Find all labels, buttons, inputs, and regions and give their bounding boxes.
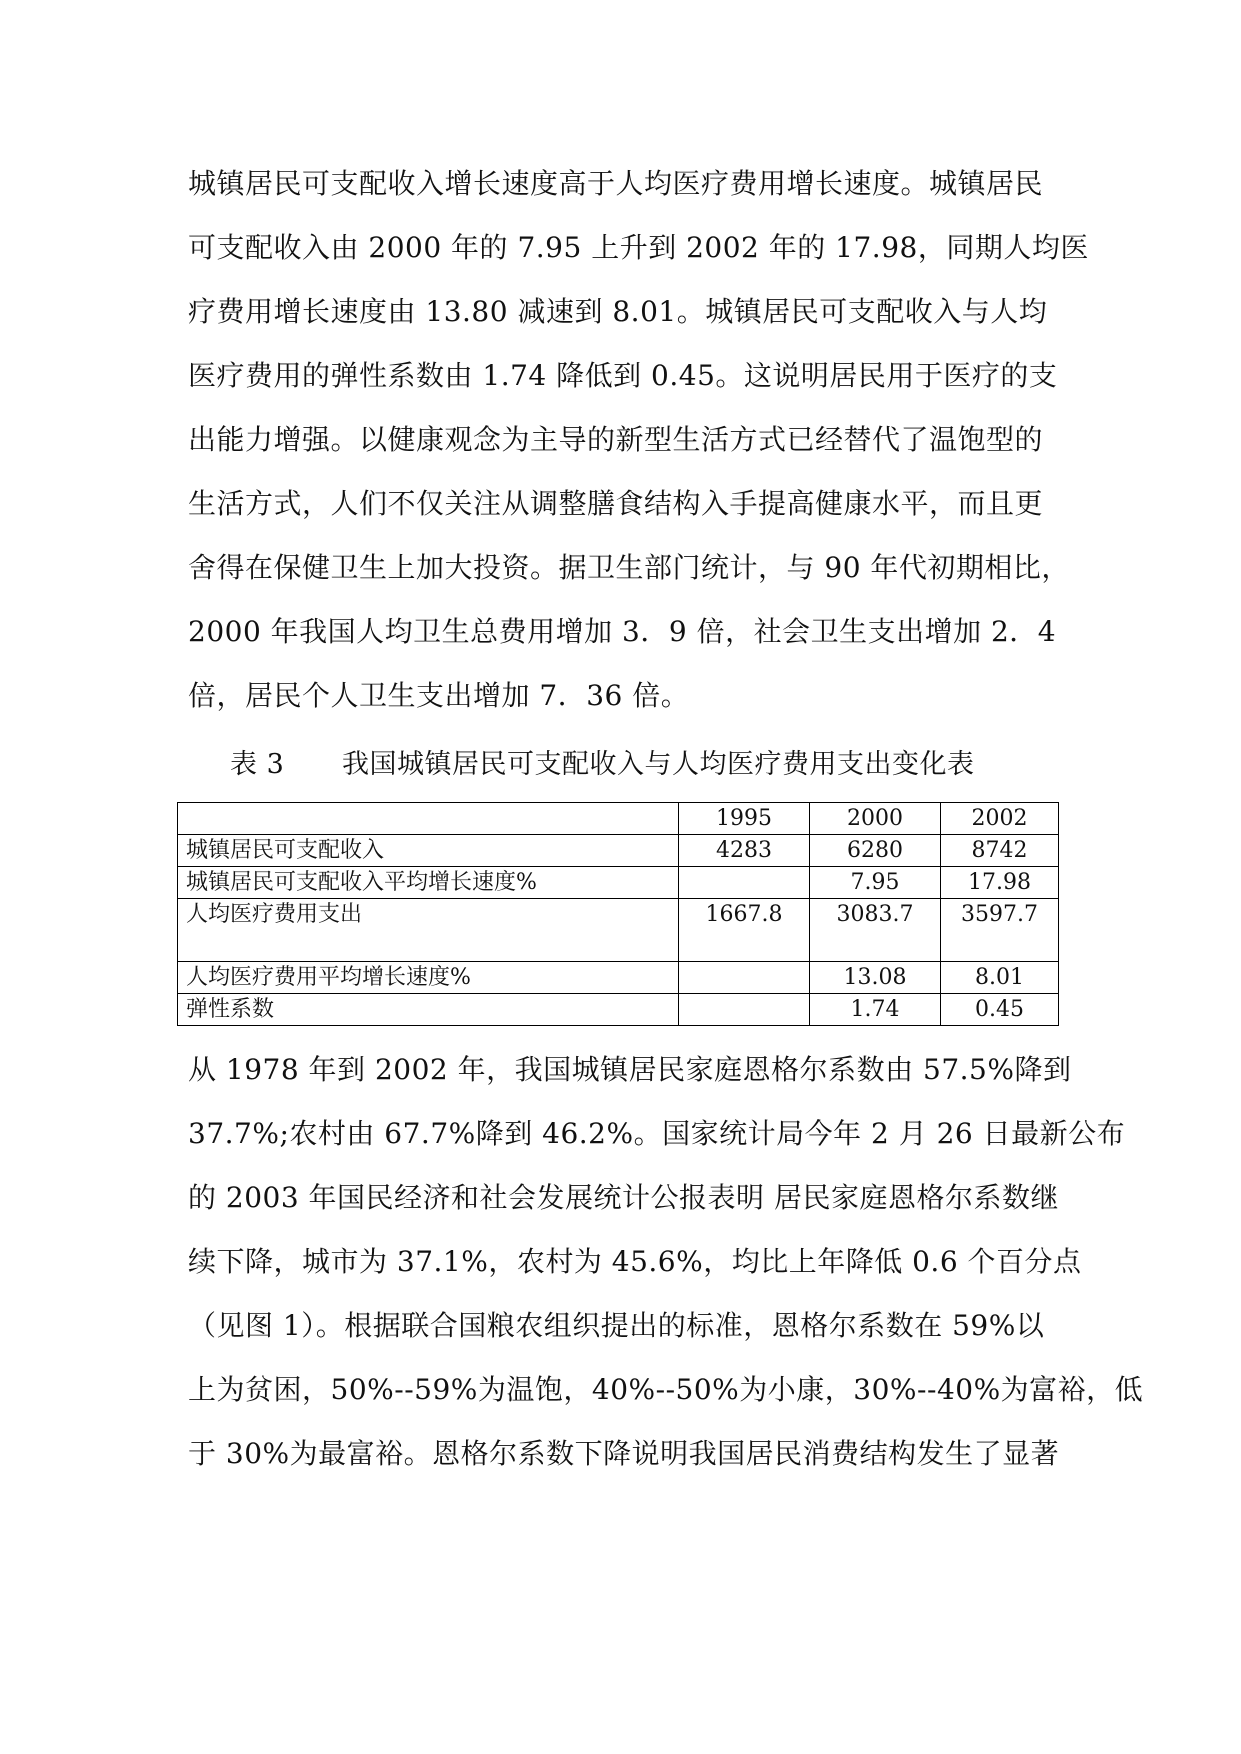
table-header-cell: 1995 [679,803,810,835]
table-caption-title: 我国城镇居民可支配收入与人均医疗费用支出变化表 [342,749,975,780]
table-row [178,867,1059,899]
paragraph-engel-coefficient [188,1038,1144,1486]
text-line: 于 30%为最富裕。恩格尔系数下降说明我国居民消费结构发生了显著 [188,1437,1060,1470]
table-cell [679,867,810,899]
table-header-cell: 2000 [810,803,941,835]
text-line: 疗费用增长速度由 13.80 减速到 8.01。城镇居民可支配收入与人均 [188,295,1048,328]
table-cell: 4283 [679,835,810,867]
table-row-label: 城镇居民可支配收入 [178,835,679,867]
text-line: 出能力增强。以健康观念为主导的新型生活方式已经替代了温饱型的 [188,423,1044,456]
table-caption [230,742,975,781]
table-row [178,962,1059,994]
text-line: 从 1978 年到 2002 年，我国城镇居民家庭恩格尔系数由 57.5%降到 [188,1053,1072,1086]
text-line: 医疗费用的弹性系数由 1.74 降低到 0.45。这说明居民用于医疗的支 [188,359,1058,392]
table-header-cell [178,803,679,835]
table-row [178,899,1059,962]
table-header-row [178,803,1059,835]
table-cell [679,994,810,1026]
table-cell: 6280 [810,835,941,867]
table-cell [679,962,810,994]
table-row-label: 城镇居民可支配收入平均增长速度% [178,867,679,899]
table-cell: 8.01 [941,962,1059,994]
text-line: 舍得在保健卫生上加大投资。据卫生部门统计，与 90 年代初期相比， [188,551,1070,584]
table-cell: 7.95 [810,867,941,899]
table-caption-number: 表 3 [230,749,285,780]
text-line: 倍，居民个人卫生支出增加 7．36 倍。 [188,679,690,712]
table-cell: 1.74 [810,994,941,1026]
income-medical-table [177,802,1059,1026]
table-row-label: 弹性系数 [178,994,679,1026]
text-line: 的 2003 年国民经济和社会发展统计公报表明 居民家庭恩格尔系数继 [188,1181,1059,1214]
text-line: 续下降，城市为 37.1%，农村为 45.6%，均比上年降低 0.6 个百分点 [188,1245,1082,1278]
table-row-label: 人均医疗费用支出 [178,899,679,962]
table-cell: 3083.7 [810,899,941,962]
table-header-cell: 2002 [941,803,1059,835]
text-line: 城镇居民可支配收入增长速度高于人均医疗费用增长速度。城镇居民 [188,167,1044,200]
table-cell: 0.45 [941,994,1059,1026]
table-cell: 13.08 [810,962,941,994]
table-cell: 1667.8 [679,899,810,962]
text-line: 37.7%;农村由 67.7%降到 46.2%。国家统计局今年 2 月 26 日最新公布 [188,1117,1126,1150]
paragraph-medical-spending [188,152,1089,728]
table-row [178,835,1059,867]
table-cell: 17.98 [941,867,1059,899]
table-cell: 8742 [941,835,1059,867]
table-cell: 3597.7 [941,899,1059,962]
text-line: 上为贫困，50%--59%为温饱，40%--50%为小康，30%--40%为富裕，低 [188,1373,1144,1406]
table-row-label: 人均医疗费用平均增长速度% [178,962,679,994]
text-line: （见图 1）。根据联合国粮农组织提出的标准，恩格尔系数在 59%以 [188,1309,1045,1342]
text-line: 可支配收入由 2000 年的 7.95 上升到 2002 年的 17.98，同期人均医 [188,231,1089,264]
text-line: 2000 年我国人均卫生总费用增加 3．9 倍，社会卫生支出增加 2．4 [188,615,1057,648]
table-row [178,994,1059,1026]
text-line: 生活方式，人们不仅关注从调整膳食结构入手提高健康水平，而且更 [188,487,1044,520]
